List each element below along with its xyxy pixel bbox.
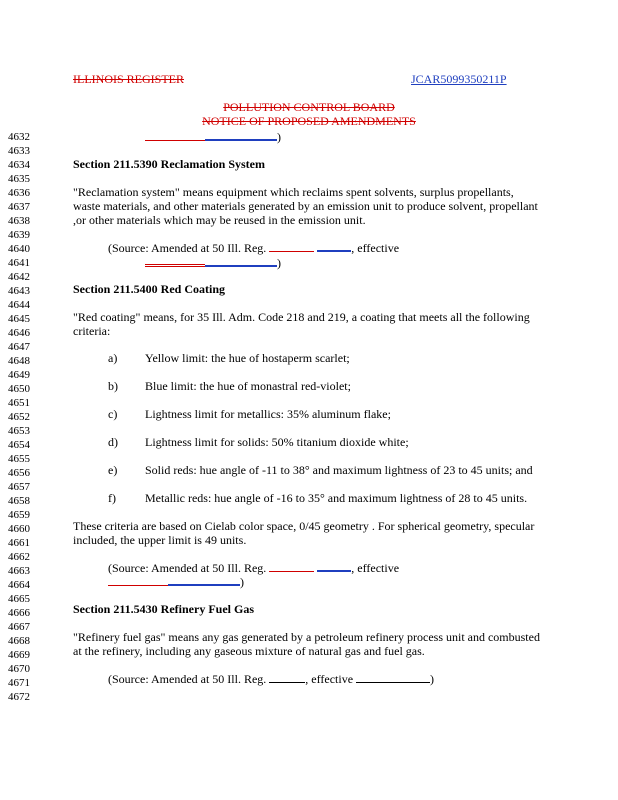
line-number: 4645	[8, 313, 30, 325]
source-prefix: (Source: Amended at 50 Ill. Reg.	[108, 561, 267, 575]
section-5430-body: at the refinery, including any gaseous mixture of natural gas and fuel gas.	[73, 644, 425, 658]
line-number: 4638	[8, 215, 30, 227]
blueline-blank	[317, 561, 351, 572]
section-5390-body: waste materials, and other materials generated by an emission unit to produce solvent, propellant	[73, 199, 538, 213]
line-number: 4647	[8, 341, 30, 353]
line-number: 4653	[8, 425, 30, 437]
line-number: 4649	[8, 369, 30, 381]
redline-blank	[269, 242, 314, 252]
source-effective: , effective	[305, 672, 354, 686]
redline-blank	[108, 576, 168, 586]
line-number: 4635	[8, 173, 30, 185]
criteria-item: Metallic reds: hue angle of -16 to 35° and maximum lightness of 28 to 45 units.	[145, 491, 528, 505]
section-5400-body: "Red coating" means, for 35 Ill. Adm. Code 218 and 219, a coating that meets all the following	[73, 310, 530, 324]
source-blank-line	[108, 575, 244, 589]
line-number: 4670	[8, 663, 30, 675]
section-5400-note: included, the upper limit is 49 units.	[73, 533, 247, 547]
criteria-item: Blue limit: the hue of monastral red-violet;	[145, 379, 351, 393]
line-number: 4637	[8, 201, 30, 213]
line-number: 4641	[8, 257, 30, 269]
line-number: 4667	[8, 621, 30, 633]
line-number: 4640	[8, 243, 30, 255]
source-close: )	[277, 130, 281, 144]
criteria-label: d)	[108, 435, 118, 449]
line-number: 4660	[8, 523, 30, 535]
redline-blank	[269, 562, 314, 572]
source-note	[108, 561, 399, 575]
line-number: 4662	[8, 551, 30, 563]
source-prefix: (Source: Amended at 50 Ill. Reg.	[108, 241, 267, 255]
source-note	[108, 672, 434, 686]
line-number: 4668	[8, 635, 30, 647]
source-prefix: (Source: Amended at 50 Ill. Reg.	[108, 672, 267, 686]
criteria-item: Lightness limit for metallics: 35% aluminum flake;	[145, 407, 391, 421]
section-5400-body: criteria:	[73, 324, 111, 338]
line-number: 4634	[8, 159, 30, 171]
line-number: 4636	[8, 187, 30, 199]
board-title: POLLUTION CONTROL BOARD	[223, 100, 395, 114]
line-number: 4651	[8, 397, 30, 409]
line-number: 4666	[8, 607, 30, 619]
redline-blank	[145, 255, 205, 267]
line-number: 4652	[8, 411, 30, 423]
line-number: 4669	[8, 649, 30, 661]
register-title: ILLINOIS REGISTER	[73, 72, 184, 86]
blueline-blank	[205, 130, 277, 141]
line-number: 4639	[8, 229, 30, 241]
criteria-item: Lightness limit for solids: 50% titanium dioxide white;	[145, 435, 409, 449]
blank-line	[269, 673, 305, 683]
line-number: 4654	[8, 439, 30, 451]
line-number: 4646	[8, 327, 30, 339]
line-number: 4648	[8, 355, 30, 367]
line-number: 4659	[8, 509, 30, 521]
criteria-item: Solid reds: hue angle of -11 to 38° and maximum lightness of 23 to 45 units; and	[145, 463, 533, 477]
line-number: 4655	[8, 453, 30, 465]
line-number: 4657	[8, 481, 30, 493]
line-number: 4642	[8, 271, 30, 283]
source-close: )	[240, 575, 244, 589]
redline-blank	[145, 131, 205, 141]
section-5400-note: These criteria are based on Cielab color space, 0/45 geometry . For spherical geometry, specular	[73, 519, 535, 533]
blueline-blank	[168, 575, 240, 586]
criteria-item: Yellow limit: the hue of hostaperm scarlet;	[145, 351, 350, 365]
line-number: 4644	[8, 299, 30, 311]
line-number: 4633	[8, 145, 30, 157]
source-effective: , effective	[351, 241, 400, 255]
line-number: 4643	[8, 285, 30, 297]
source-note	[108, 241, 399, 255]
source-close: )	[430, 672, 435, 686]
line-number: 4664	[8, 579, 30, 591]
line-number: 4650	[8, 383, 30, 395]
source-close: )	[277, 256, 281, 270]
blueline-blank	[205, 256, 277, 267]
line-number: 4632	[8, 131, 30, 143]
section-5390-title: Section 211.5390 Reclamation System	[73, 157, 265, 171]
line-number: 4672	[8, 691, 30, 703]
section-5390-body: ,or other materials which may be reused in the emission unit.	[73, 213, 366, 227]
line-number: 4661	[8, 537, 30, 549]
blank-line	[356, 673, 430, 683]
line-number: 4671	[8, 677, 30, 689]
section-5430-title: Section 211.5430 Refinery Fuel Gas	[73, 602, 254, 616]
criteria-label: b)	[108, 379, 118, 393]
criteria-label: e)	[108, 463, 118, 477]
line-number: 4658	[8, 495, 30, 507]
section-5390-body: "Reclamation system" means equipment which reclaims spent solvents, surplus propellants,	[73, 185, 514, 199]
line-number: 4665	[8, 593, 30, 605]
source-blank-line	[145, 255, 281, 270]
section-5400-title: Section 211.5400 Red Coating	[73, 282, 226, 296]
blueline-blank	[317, 241, 351, 252]
line-number: 4656	[8, 467, 30, 479]
jcar-link[interactable]: JCAR5099350211P	[411, 72, 507, 86]
criteria-label: f)	[108, 491, 116, 505]
criteria-label: a)	[108, 351, 118, 365]
notice-title: NOTICE OF PROPOSED AMENDMENTS	[202, 114, 416, 128]
source-effective: , effective	[351, 561, 400, 575]
source-blank-line	[145, 130, 281, 144]
section-5430-body: "Refinery fuel gas" means any gas generated by a petroleum refinery process unit and combusted	[73, 630, 540, 644]
criteria-label: c)	[108, 407, 118, 421]
line-number: 4663	[8, 565, 30, 577]
